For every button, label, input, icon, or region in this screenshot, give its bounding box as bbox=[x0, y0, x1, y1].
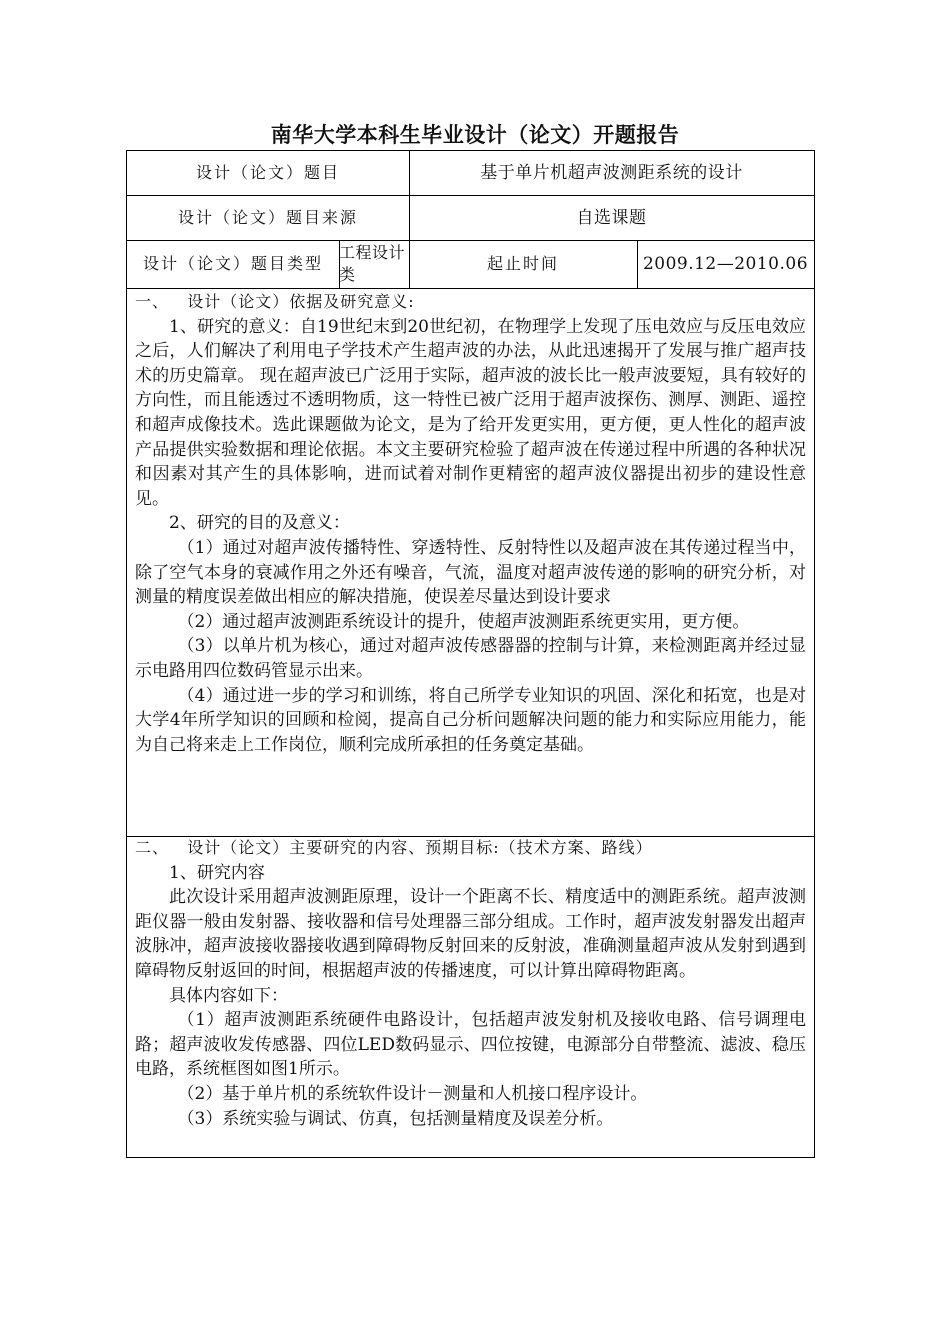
topic-label: 设计（论文）题目 bbox=[195, 163, 340, 182]
paragraph: （2）通过超声波测距系统设计的提升，使超声波测距系统更实用，更方便。 bbox=[177, 611, 750, 632]
source-value: 自选课题 bbox=[576, 207, 647, 228]
paragraph: （1）超声波测距系统硬件电路设计，包括超声波发射机及接收电路、信号调理电路；超声波收发传感器、四位LED数码显示、四位按键，电源部分自带整流、滤波、稳压电路，系统框图如图1所示。 bbox=[135, 1010, 806, 1080]
topic-value: 基于单片机超声波测距系统的设计 bbox=[480, 163, 743, 183]
paragraph: （4）通过进一步的学习和训练，将自己所学专业知识的巩固、深化和拓宽，也是对大学4年所学知识的回顾和检阅，提高自己分析问题解决问题的能力和实际应用能力，能为自己将来走上工作岗位，顺利完成所承担的任务奠定基础。 bbox=[135, 685, 806, 755]
section-research-basis bbox=[135, 290, 806, 757]
section-research-content bbox=[135, 836, 806, 1131]
type-label: 设计（论文）题目类型 bbox=[142, 254, 323, 273]
paragraph: 2、研究的目的及意义： bbox=[169, 513, 350, 534]
period-value: 2009.12—2010.06 bbox=[642, 254, 809, 274]
paragraph: 1、研究内容 bbox=[169, 862, 265, 883]
type-value: 工程设计类 bbox=[339, 243, 406, 284]
paragraph: （2）基于单片机的系统软件设计－测量和人机接口程序设计。 bbox=[177, 1083, 648, 1104]
proposal-form bbox=[126, 150, 815, 1158]
period-label: 起止时间 bbox=[486, 254, 559, 273]
source-label: 设计（论文）题目来源 bbox=[177, 207, 358, 227]
paragraph: 1、研究的意义：自19世纪末到20世纪初，在物理学上发现了压电效应与反压电效应之后，人们解决了利用电子学技术产生超声波的办法，从此迅速揭开了发展与推广超声技术的历史篇章。 现在超声波已广泛用于实际，超声波的波长比一般声波要短，具有较好的方向性，而且能透过不透明物质，这一特性已被广泛用于超声波探伤、测厚、测距、遥控和超声成像技术。选此课题做为论文，是为了给开发更实用，更方便，更人性化的超声波产品提供实验数据和理论依据。本文主要研究检验了超声波在传递过程中所遇的各种状况和因素对其产生的具体影响，进而试着对制作更精密的超声波仪器提出初步的建设性意见。 bbox=[135, 316, 806, 509]
section-heading: 二、 设计（论文）主要研究的内容、预期目标:（技术方案、路线） bbox=[135, 838, 653, 857]
paragraph: （3）以单片机为核心，通过对超声波传感器器的控制与计算，来检测距离并经过显示电路用四位数码管显示出来。 bbox=[135, 636, 806, 681]
paragraph: （3）系统实验与调试、仿真，包括测量精度及误差分析。 bbox=[177, 1108, 614, 1129]
paragraph: 具体内容如下： bbox=[169, 985, 288, 1006]
paragraph: 此次设计采用超声波测距原理，设计一个距离不长、精度适中的测距系统。超声波测距仪器一般由发射器、接收器和信号处理器三部分组成。工作时，超声波发射器发出超声波脉冲，超声波接收器接收遇到障碍物反射回来的反射波，准确测量超声波从发射到遇到障碍物反射返回的时间，根据超声波的传播速度，可以计算出障碍物距离。 bbox=[135, 887, 806, 981]
row-divider bbox=[127, 288, 814, 289]
page-title: 南华大学本科生毕业设计（论文）开题报告 bbox=[270, 122, 680, 147]
section-heading: 一、 设计（论文）依据及研究意义: bbox=[135, 292, 415, 311]
paragraph: （1）通过对超声波传播特性、穿透特性、反射特性以及超声波在其传递过程当中，除了空气本身的衰减作用之外还有噪音，气流，温度对超声波传递的影响的研究分析，对测量的精度误差做出相应的解决措施，使误差尽量达到设计要求 bbox=[135, 537, 806, 608]
